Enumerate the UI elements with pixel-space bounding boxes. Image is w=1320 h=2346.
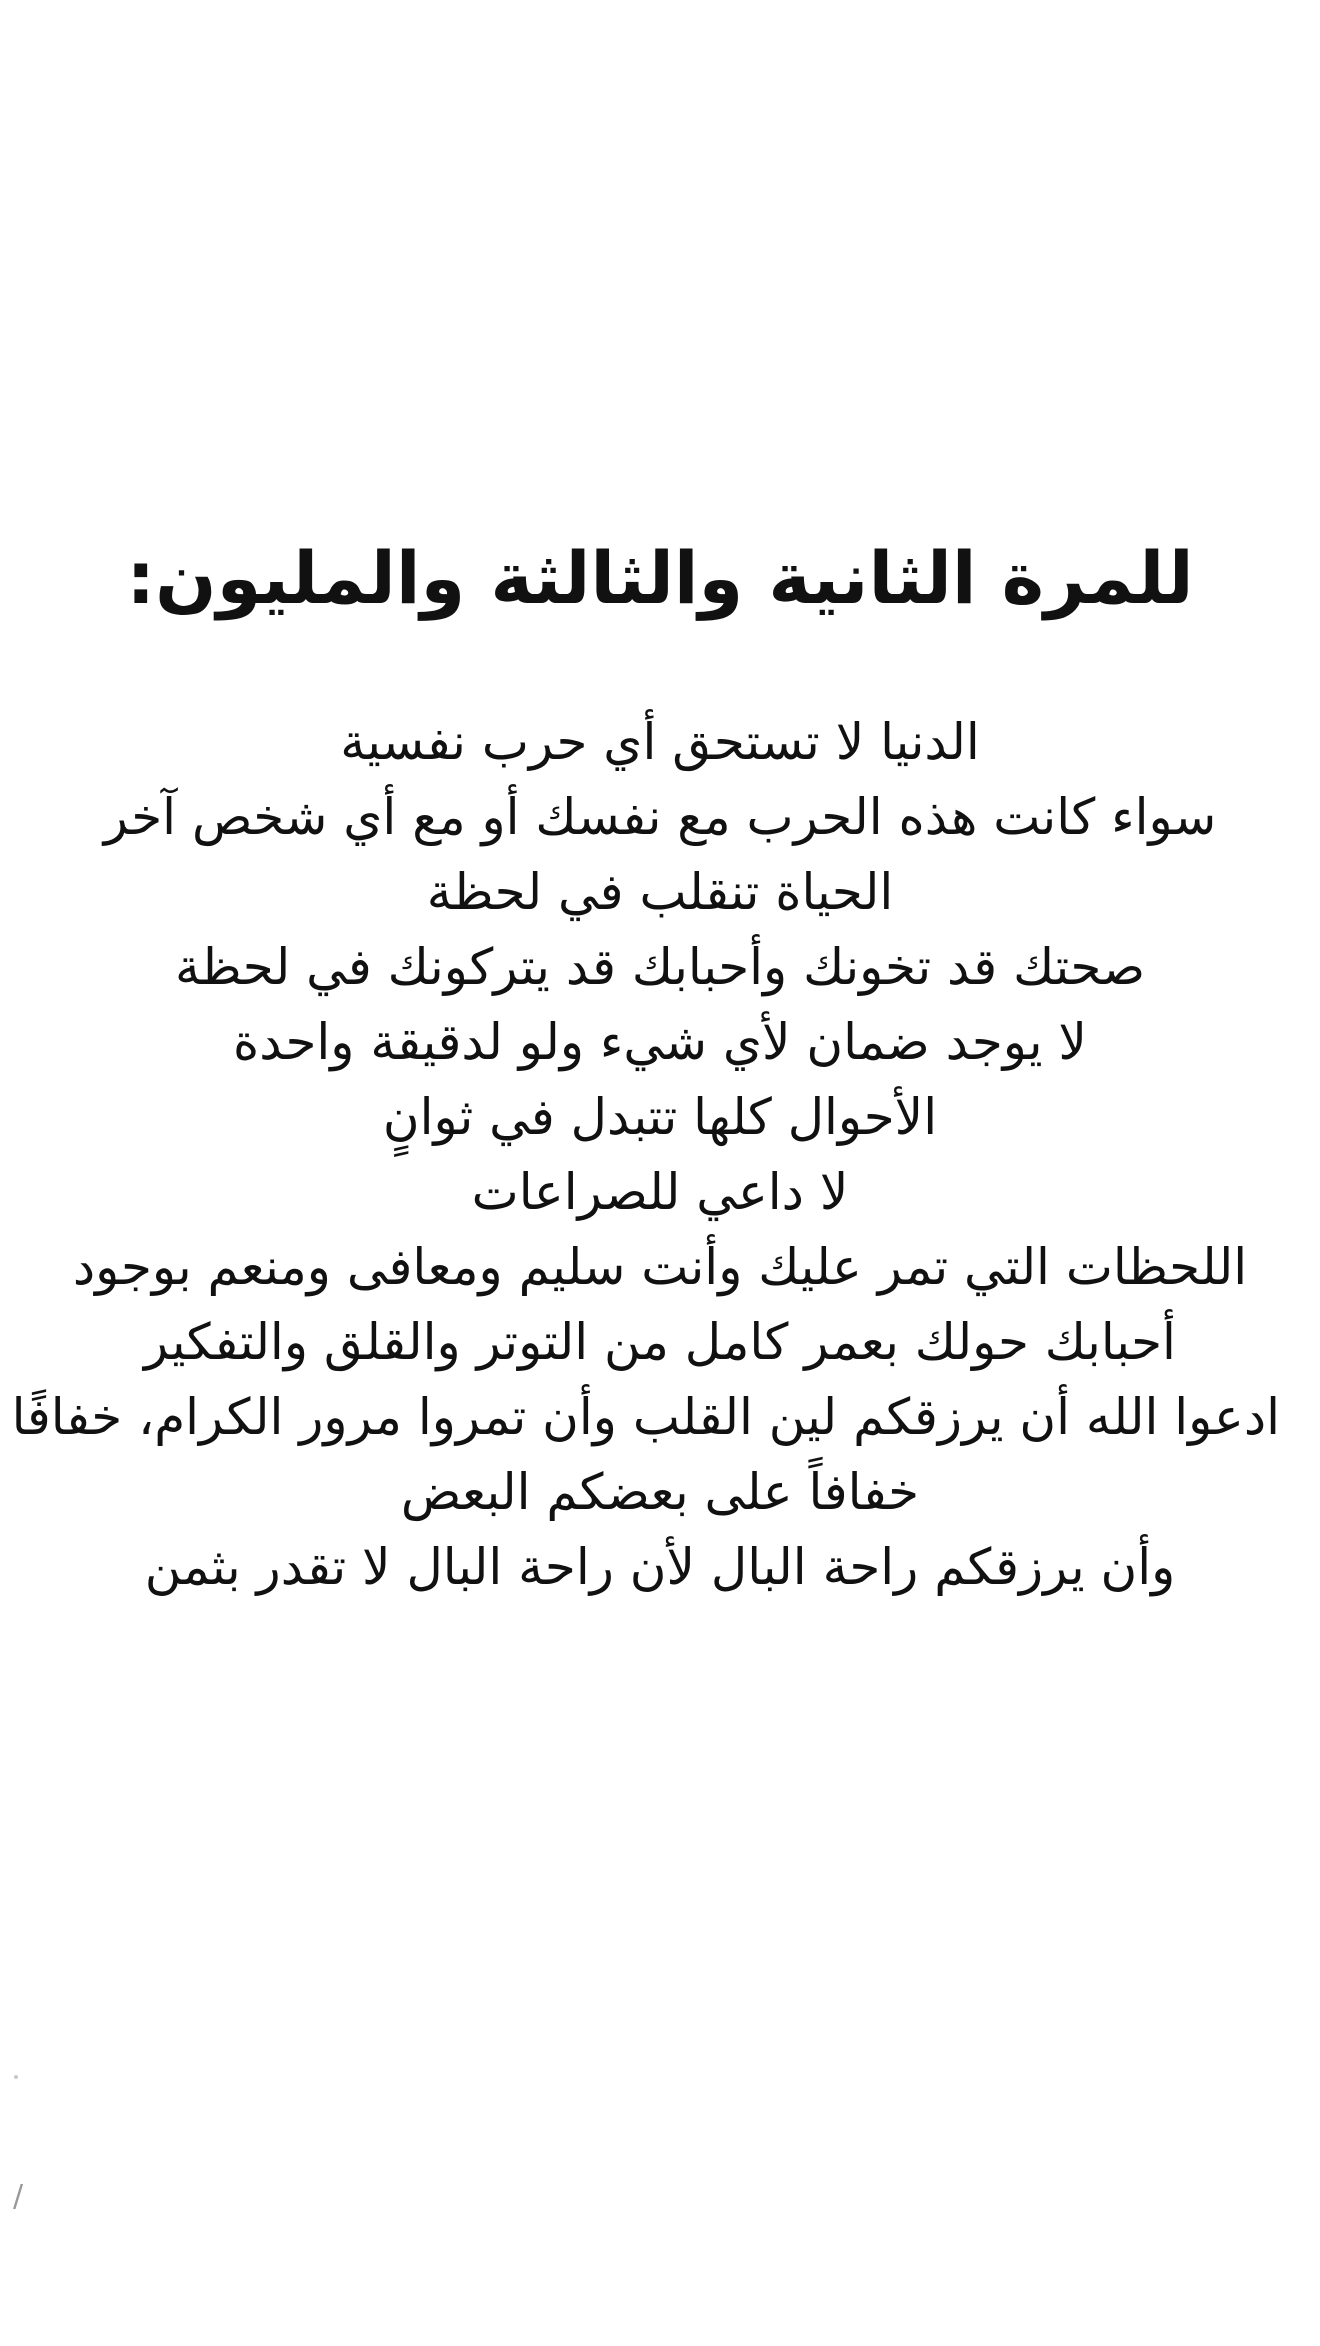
text-line: لا يوجد ضمان لأي شيء ولو لدقيقة واحدة: [233, 1013, 1087, 1071]
text-line: الدنيا لا تستحق أي حرب نفسية: [340, 713, 980, 771]
text-line: خفافاً على بعضكم البعض: [400, 1463, 920, 1521]
text-line: الأحوال كلها تتبدل في ثوانٍ: [382, 1088, 938, 1146]
text-line: سواء كانت هذه الحرب مع نفسك أو مع أي شخص آخر: [103, 788, 1217, 846]
text-line: وأن يرزقكم راحة البال لأن راحة البال لا تقدر بثمن: [144, 1538, 1176, 1596]
edge-dot: [14, 2075, 18, 2079]
text-line: لا داعي للصراعات: [471, 1163, 849, 1221]
text-line: اللحظات التي تمر عليك وأنت سليم ومعافى ومنعم بوجود: [72, 1238, 1248, 1296]
text-line: أحبابك حولك بعمر كامل من التوتر والقلق والتفكير: [144, 1313, 1176, 1371]
body-text: [11, 705, 1280, 1605]
page-title: للمرة الثانية والثالثة والمليون:: [126, 536, 1194, 620]
text-line: الحياة تنقلب في لحظة: [426, 863, 894, 921]
text-line: صحتك قد تخونك وأحبابك قد يتركونك في لحظة: [174, 938, 1146, 996]
text-line: ادعوا الله أن يرزقكم لين القلب وأن تمروا مرور الكرام، خفافًا: [11, 1388, 1280, 1446]
edge-mark: /: [13, 2179, 24, 2214]
